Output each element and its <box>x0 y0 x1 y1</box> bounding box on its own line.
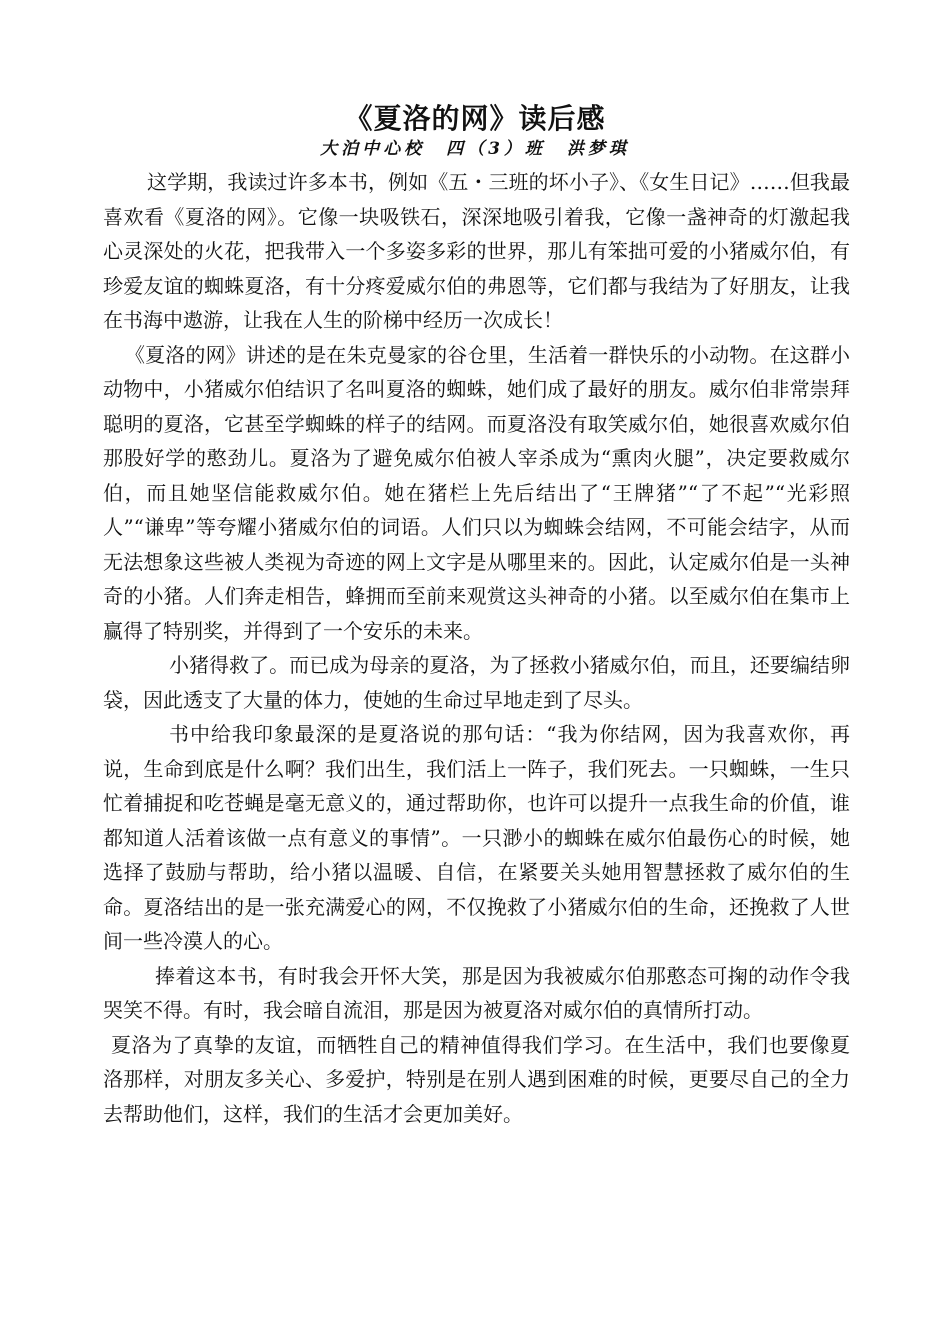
paragraph-4: 书中给我印象最深的是夏洛说的那句话：“我为你结网，因为我喜欢你，再说，生命到底是什么啊？我们出生，我们活上一阵子，我们死去。一只蜘蛛，一生只忙着捕捉和吃苍蝇是毫无意义的，通过帮助你，也许可以提升一点我生命的价值，谁都知道人活着该做一点有意义的事情”。一只渺小的蜘蛛在威尔伯最伤心的时候，她选择了鼓励与帮助，给小猪以温暖、自信，在紧要关头她用智慧拯救了威尔伯的生命。夏洛结出的是一张充满爱心的网，不仅挽救了小猪威尔伯的生命，还挽救了人世间一些冷漠人的心。 <box>103 722 850 953</box>
paragraph-3: 小猪得救了。而已成为母亲的夏洛，为了拯救小猪威尔伯，而且，还要编结卵袋，因此透支了大量的体力，使她的生命过早地走到了尽头。 <box>103 653 850 712</box>
essay-title: 《夏洛的网》读后感 <box>344 102 606 135</box>
essay-body <box>103 165 850 1131</box>
paragraph-1: 这学期，我读过许多本书，例如《五・三班的坏小子》、《女生日记》……但我最喜欢看《夏洛的网》。它像一块吸铁石，深深地吸引着我，它像一盏神奇的灯激起我心灵深处的火花，把我带入一个多姿多彩的世界，那儿有笨拙可爱的小猪威尔伯，有珍爱友谊的蜘蛛夏洛，有十分疼爱威尔伯的弗恩等，它们都与我结为了好朋友，让我在书海中遨游，让我在人生的阶梯中经历一次成长！ <box>103 170 850 332</box>
paragraph-2: 《夏洛的网》讲述的是在朱克曼家的谷仓里，生活着一群快乐的小动物。在这群小动物中，小猪威尔伯结识了名叫夏洛的蜘蛛，她们成了最好的朋友。威尔伯非常崇拜聪明的夏洛，它甚至学蜘蛛的样子的结网。而夏洛没有取笑威尔伯，她很喜欢威尔伯那股好学的憨劲儿。夏洛为了避免威尔伯被人宰杀成为“熏肉火腿”，决定要救威尔伯，而且她坚信能救威尔伯。她在猪栏上先后结出了“王牌猪”“了不起”“光彩照人”“谦卑”等夸耀小猪威尔伯的词语。人们只以为蜘蛛会结网，不可能会结字，从而无法想象这些被人类视为奇迹的网上文字是从哪里来的。因此，认定威尔伯是一头神奇的小猪。人们奔走相告，蜂拥而至前来观赏这头神奇的小猪。以至威尔伯在集市上赢得了特别奖，并得到了一个安乐的未来。 <box>103 342 850 643</box>
paragraph-6: 夏洛为了真挚的友谊，而牺牲自己的精神值得我们学习。在生活中，我们也要像夏洛那样，对朋友多关心、多爱护，特别是在别人遇到困难的时候，更要尽自己的全力去帮助他们，这样，我们的生活才会更加美好。 <box>103 1032 850 1126</box>
paragraph-5: 捧着这本书，有时我会开怀大笑，那是因为我被威尔伯那憨态可掬的动作令我哭笑不得。有时，我会暗自流泪，那是因为被夏洛对威尔伯的真情所打动。 <box>103 963 850 1022</box>
author-byline: 大泊中心校 四（3）班 洪梦琪 <box>320 139 630 159</box>
